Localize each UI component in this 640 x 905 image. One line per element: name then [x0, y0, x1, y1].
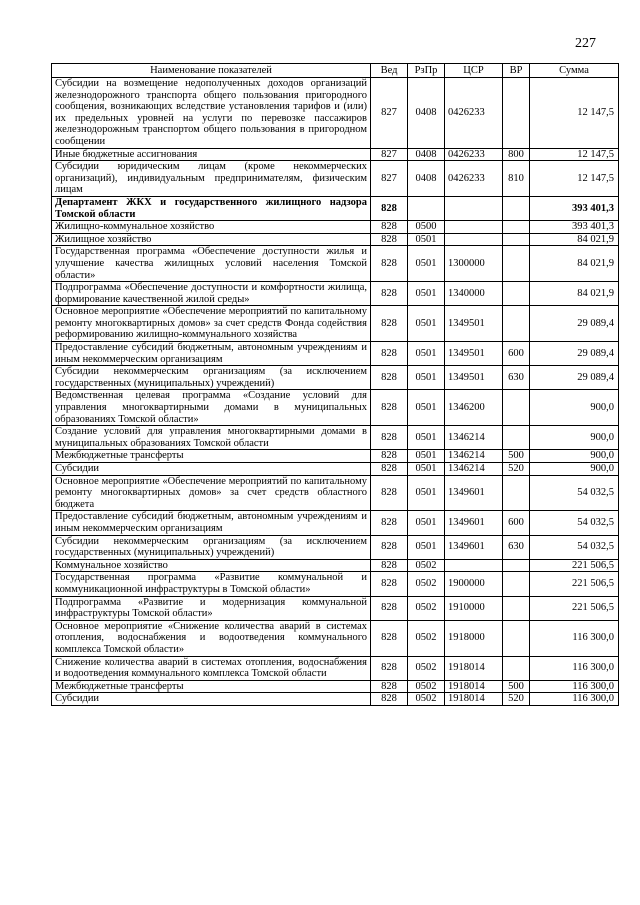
row-ved: 828	[371, 656, 408, 680]
row-rzpr: 0501	[408, 463, 445, 476]
row-rzpr: 0501	[408, 475, 445, 511]
table-row	[52, 366, 619, 390]
row-rzpr: 0501	[408, 233, 445, 246]
row-rzpr: 0502	[408, 572, 445, 596]
row-name: Субсидии	[52, 693, 371, 706]
row-rzpr: 0501	[408, 282, 445, 306]
row-csr: 1910000	[445, 596, 503, 620]
row-rzpr	[408, 196, 445, 220]
table-row	[52, 596, 619, 620]
row-csr	[445, 221, 503, 234]
row-sum: 900,0	[530, 463, 619, 476]
row-ved: 828	[371, 282, 408, 306]
row-name: Подпрограмма «Обеспечение доступности и комфортности жилища, формирование качественной жилой среды»	[52, 282, 371, 306]
row-rzpr: 0408	[408, 148, 445, 161]
header-sum: Сумма	[530, 64, 619, 78]
row-name: Жилищное хозяйство	[52, 233, 371, 246]
row-name: Коммунальное хозяйство	[52, 559, 371, 572]
row-name: Иные бюджетные ассигнования	[52, 148, 371, 161]
row-rzpr: 0502	[408, 656, 445, 680]
row-vr	[503, 306, 530, 342]
row-rzpr: 0502	[408, 680, 445, 693]
row-name: Предоставление субсидий бюджетным, автономным учреждениям и иным некоммерческим организациям	[52, 511, 371, 535]
row-rzpr: 0502	[408, 559, 445, 572]
row-rzpr: 0500	[408, 221, 445, 234]
table-row	[52, 680, 619, 693]
table-row	[52, 196, 619, 220]
row-rzpr: 0501	[408, 306, 445, 342]
row-rzpr: 0501	[408, 390, 445, 426]
row-rzpr: 0502	[408, 693, 445, 706]
row-ved: 828	[371, 572, 408, 596]
header-rzpr: РзПр	[408, 64, 445, 78]
row-vr	[503, 246, 530, 282]
row-vr	[503, 196, 530, 220]
row-ved: 828	[371, 366, 408, 390]
row-name: Департамент ЖКХ и государственного жилищного надзора Томской области	[52, 196, 371, 220]
row-ved: 828	[371, 233, 408, 246]
row-csr	[445, 559, 503, 572]
row-name: Субсидии некоммерческим организациям (за исключением государственных (муниципальных) учреждений)	[52, 366, 371, 390]
row-sum: 393 401,3	[530, 196, 619, 220]
row-sum: 221 506,5	[530, 572, 619, 596]
row-rzpr: 0501	[408, 511, 445, 535]
row-ved: 828	[371, 450, 408, 463]
row-vr	[503, 620, 530, 656]
row-vr	[503, 221, 530, 234]
row-vr: 500	[503, 680, 530, 693]
row-csr: 1346200	[445, 390, 503, 426]
row-name: Субсидии на возмещение недополученных доходов организаций железнодорожного транспорта общего пользования пригородного сообщения, возникающих вследствие установления тарифов и (или) их предельных уровней на услуги по перевозке пассажиров железнодорожным транспортом общего пользования в пригородном сообщении	[52, 78, 371, 149]
table-row	[52, 559, 619, 572]
row-csr: 1349601	[445, 475, 503, 511]
row-csr: 0426233	[445, 78, 503, 149]
row-rzpr: 0501	[408, 535, 445, 559]
row-ved: 828	[371, 559, 408, 572]
row-rzpr: 0501	[408, 246, 445, 282]
row-csr: 1346214	[445, 463, 503, 476]
row-sum: 84 021,9	[530, 246, 619, 282]
row-vr: 630	[503, 366, 530, 390]
row-sum: 29 089,4	[530, 306, 619, 342]
table-row	[52, 246, 619, 282]
row-name: Подпрограмма «Развитие и модернизация коммунальной инфраструктуры Томской области»	[52, 596, 371, 620]
row-name: Создание условий для управления многоквартирными домами в муниципальных образованиях Томской области	[52, 426, 371, 450]
row-vr	[503, 572, 530, 596]
row-name: Основное мероприятие «Обеспечение мероприятий по капитальному ремонту многоквартирных домов» за счет средств областного бюджета	[52, 475, 371, 511]
row-ved: 828	[371, 246, 408, 282]
row-sum: 116 300,0	[530, 680, 619, 693]
table-row	[52, 221, 619, 234]
row-ved: 828	[371, 463, 408, 476]
row-vr: 520	[503, 693, 530, 706]
row-vr: 600	[503, 342, 530, 366]
row-sum: 84 021,9	[530, 282, 619, 306]
row-ved: 828	[371, 693, 408, 706]
row-name: Основное мероприятие «Обеспечение мероприятий по капитальному ремонту многоквартирных домов» за счет средств Фонда содействия реформированию жилищно-коммунального хозяйства	[52, 306, 371, 342]
row-csr: 0426233	[445, 148, 503, 161]
row-csr: 0426233	[445, 161, 503, 197]
table-row	[52, 306, 619, 342]
row-csr: 1918014	[445, 680, 503, 693]
row-csr: 1346214	[445, 426, 503, 450]
table-row	[52, 463, 619, 476]
row-name: Субсидии юридическим лицам (кроме некоммерческих организаций), индивидуальным предпринимателям, физическим лицам	[52, 161, 371, 197]
table-row	[52, 426, 619, 450]
table-row	[52, 511, 619, 535]
table-row	[52, 282, 619, 306]
row-sum: 900,0	[530, 390, 619, 426]
row-sum: 12 147,5	[530, 148, 619, 161]
row-csr: 1918014	[445, 693, 503, 706]
table-body	[52, 78, 619, 706]
row-sum: 12 147,5	[530, 78, 619, 149]
row-rzpr: 0501	[408, 342, 445, 366]
row-csr: 1349601	[445, 535, 503, 559]
row-ved: 828	[371, 511, 408, 535]
row-csr: 1349501	[445, 342, 503, 366]
row-sum: 900,0	[530, 426, 619, 450]
table-row	[52, 693, 619, 706]
row-vr	[503, 475, 530, 511]
row-vr: 600	[503, 511, 530, 535]
row-sum: 116 300,0	[530, 656, 619, 680]
row-rzpr: 0501	[408, 366, 445, 390]
row-csr: 1300000	[445, 246, 503, 282]
row-sum: 54 032,5	[530, 511, 619, 535]
row-name: Субсидии	[52, 463, 371, 476]
row-name: Ведомственная целевая программа «Создание условий для управления многоквартирными домами в муниципальных образованиях Томской области»	[52, 390, 371, 426]
table-row	[52, 342, 619, 366]
row-ved: 828	[371, 596, 408, 620]
row-vr: 520	[503, 463, 530, 476]
table-row	[52, 390, 619, 426]
row-ved: 828	[371, 196, 408, 220]
row-name: Субсидии некоммерческим организациям (за исключением государственных (муниципальных) учреждений)	[52, 535, 371, 559]
row-csr: 1918000	[445, 620, 503, 656]
row-vr	[503, 426, 530, 450]
table-row	[52, 656, 619, 680]
row-ved: 828	[371, 342, 408, 366]
table-row	[52, 450, 619, 463]
row-ved: 828	[371, 475, 408, 511]
table-row	[52, 148, 619, 161]
row-csr: 1349501	[445, 306, 503, 342]
row-rzpr: 0501	[408, 450, 445, 463]
row-vr	[503, 596, 530, 620]
table-row	[52, 620, 619, 656]
row-csr: 1349501	[445, 366, 503, 390]
row-ved: 828	[371, 680, 408, 693]
row-ved: 828	[371, 221, 408, 234]
row-ved: 828	[371, 620, 408, 656]
table-row	[52, 535, 619, 559]
table-row	[52, 475, 619, 511]
page-number: 227	[575, 36, 596, 51]
row-sum: 12 147,5	[530, 161, 619, 197]
table-header	[52, 64, 619, 78]
row-rzpr: 0502	[408, 620, 445, 656]
row-name: Предоставление субсидий бюджетным, автономным учреждениям и иным некоммерческим организациям	[52, 342, 371, 366]
row-ved: 827	[371, 78, 408, 149]
row-vr: 810	[503, 161, 530, 197]
table-row	[52, 572, 619, 596]
row-vr	[503, 390, 530, 426]
row-csr	[445, 233, 503, 246]
row-vr	[503, 282, 530, 306]
row-name: Снижение количества аварий в системах отопления, водоснабжения и водоотведения коммунального комплекса Томской области	[52, 656, 371, 680]
row-sum: 54 032,5	[530, 535, 619, 559]
table-row	[52, 78, 619, 149]
row-name: Жилищно-коммунальное хозяйство	[52, 221, 371, 234]
row-sum: 221 506,5	[530, 559, 619, 572]
row-ved: 827	[371, 148, 408, 161]
row-sum: 900,0	[530, 450, 619, 463]
row-vr	[503, 78, 530, 149]
row-csr: 1340000	[445, 282, 503, 306]
row-name: Государственная программа «Обеспечение доступности жилья и улучшение качества жилищных условий населения Томской области»	[52, 246, 371, 282]
row-ved: 828	[371, 390, 408, 426]
row-rzpr: 0408	[408, 161, 445, 197]
table-row	[52, 161, 619, 197]
row-name: Межбюджетные трансферты	[52, 450, 371, 463]
row-rzpr: 0408	[408, 78, 445, 149]
row-csr: 1349601	[445, 511, 503, 535]
row-sum: 84 021,9	[530, 233, 619, 246]
row-sum: 393 401,3	[530, 221, 619, 234]
row-ved: 828	[371, 306, 408, 342]
row-csr: 1346214	[445, 450, 503, 463]
row-sum: 221 506,5	[530, 596, 619, 620]
row-vr	[503, 656, 530, 680]
row-sum: 54 032,5	[530, 475, 619, 511]
row-ved: 828	[371, 535, 408, 559]
row-vr	[503, 233, 530, 246]
row-ved: 828	[371, 426, 408, 450]
row-csr: 1918014	[445, 656, 503, 680]
row-rzpr: 0502	[408, 596, 445, 620]
row-vr: 500	[503, 450, 530, 463]
row-name: Основное мероприятие «Снижение количества аварий в системах отопления, водоснабжения и водоотведения коммунального комплекса Томской области»	[52, 620, 371, 656]
table-row	[52, 233, 619, 246]
header-vr: ВР	[503, 64, 530, 78]
row-vr: 630	[503, 535, 530, 559]
budget-table	[51, 63, 619, 706]
row-sum: 116 300,0	[530, 693, 619, 706]
row-ved: 827	[371, 161, 408, 197]
row-vr: 800	[503, 148, 530, 161]
row-csr: 1900000	[445, 572, 503, 596]
header-name: Наименование показателей	[52, 64, 371, 78]
header-csr: ЦСР	[445, 64, 503, 78]
row-sum: 29 089,4	[530, 366, 619, 390]
row-name: Межбюджетные трансферты	[52, 680, 371, 693]
row-sum: 29 089,4	[530, 342, 619, 366]
row-name: Государственная программа «Развитие коммунальной и коммуникационной инфраструктуры в Томской области»	[52, 572, 371, 596]
row-rzpr: 0501	[408, 426, 445, 450]
row-csr	[445, 196, 503, 220]
header-ved: Вед	[371, 64, 408, 78]
row-sum: 116 300,0	[530, 620, 619, 656]
row-vr	[503, 559, 530, 572]
